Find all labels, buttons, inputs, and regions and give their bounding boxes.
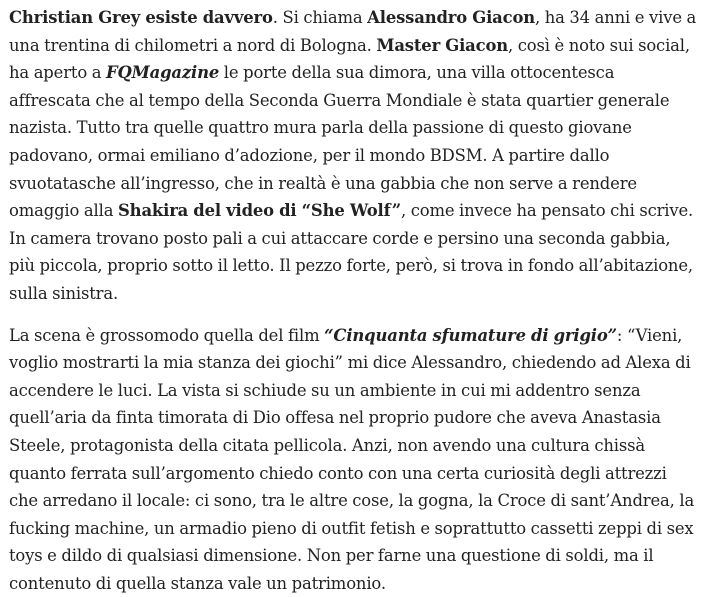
text-run: . Si chiama	[272, 8, 368, 27]
text-run: , così è noto sui social, ha aperto a	[9, 35, 690, 83]
text-run: : “Vieni, voglio mostrarti la mia stanza dei giochi” mi dice Alessandro, chiedendo ad Alexa di accendere le luci. La vista si schiude su un ambiente in cui mi addentro senza quell’aria da finta timorata di Dio offesa nel proprio pudore che aveva Anastasia Steele, protagonista della citata pellicola. Anzi, non avendo una cultura chissà quanto ferrata sull’argomento chiedo conto con una certa curiosità degli attrezzi che arredano il locale: ci sono, tra le altre cose, la gogna, la Croce di sant’Andrea, la fucking machine, un armadio pieno di outfit fetish e soprattutto cassetti zeppi di sex toys e dildo di qualsiasi dimensione. Non per farne una questione di soldi, ma il contenuto di quella stanza vale un patrimonio.	[9, 325, 695, 593]
bold-headline-claim: Christian Grey esiste davvero	[9, 8, 273, 27]
bold-person-name: Alessandro Giacon	[367, 8, 535, 27]
text-run: La scena è grossomodo quella del film	[9, 325, 325, 345]
text-run: , ha 34 anni e vive a una trentina di chilometri a nord di Bologna.	[9, 8, 697, 55]
bold-italic-film-title	[324, 326, 617, 345]
bold-nickname: Master Giacon	[376, 35, 509, 55]
film-title: “Cinquanta sfumature di grigio”	[324, 325, 617, 345]
paragraph-scene	[9, 322, 697, 597]
text-run: , come invece ha pensato chi scrive. In camera trovano posto pali a cui attaccare corde e persino una seconda gabbia, più piccola, proprio sotto il letto. Il pezzo forte, però, si trova in fondo all’abitazione, sulla sinistra.	[9, 201, 694, 303]
magazine-name: FQMagazine	[106, 63, 220, 83]
bold-shakira-reference: Shakira del video di “She Wolf”	[117, 201, 401, 221]
text-run: le porte della sua dimora, una villa ottocentesca affrescata che al tempo della Seconda Guerra Mondiale è stata quartier generale nazista. Tutto tra quelle quattro mura parla della passione di questo giovane padovano, ormai emiliano d’adozione, per il mondo BDSM. A partire dallo svuotatasche all’ingresso, che in realtà è una gabbia che non serve a rendere omaggio alla	[9, 63, 670, 221]
paragraph-intro	[9, 4, 697, 308]
bold-italic-magazine-name	[106, 63, 219, 82]
